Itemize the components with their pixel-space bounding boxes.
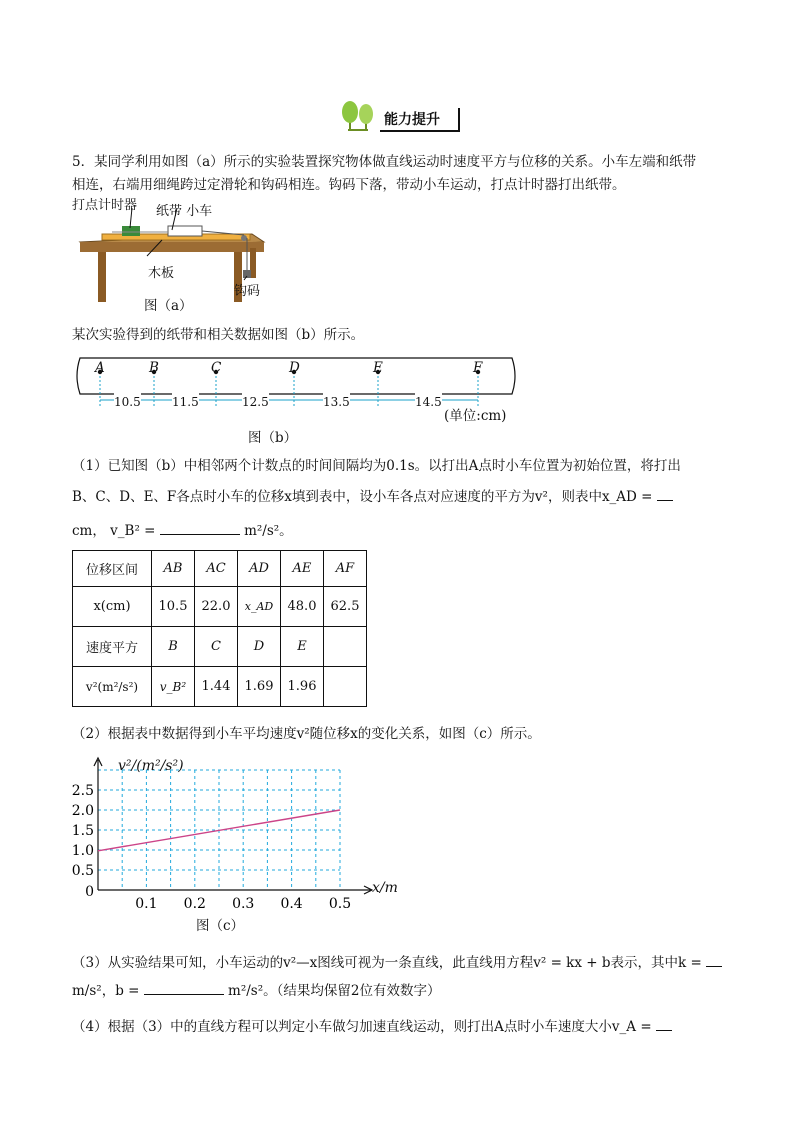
point-a: A bbox=[95, 360, 105, 376]
point-b: B bbox=[149, 360, 159, 376]
table-cell: B bbox=[152, 627, 195, 667]
answer-blank-vb2[interactable] bbox=[160, 520, 240, 535]
table-row bbox=[73, 587, 367, 627]
y-tick-label: 0 bbox=[85, 884, 94, 900]
y-tick-label: 1.5 bbox=[72, 823, 94, 839]
answer-blank-va[interactable] bbox=[656, 1016, 672, 1031]
table-cell: x(cm) bbox=[73, 587, 152, 627]
table-cell: AB bbox=[152, 551, 195, 587]
label-weight: 钩码 bbox=[234, 284, 261, 299]
table-cell bbox=[324, 627, 367, 667]
figure-c-caption: 图（c） bbox=[196, 918, 245, 934]
gap-ef: 14.5 bbox=[415, 392, 442, 412]
table-cell: 1.96 bbox=[281, 667, 324, 707]
x-tick-label: 0.2 bbox=[183, 896, 206, 912]
x-tick-label: 0.3 bbox=[232, 896, 255, 912]
x-tick-label: 0.5 bbox=[328, 896, 352, 912]
label-timer: 打点计时器 bbox=[72, 198, 138, 213]
point-c: C bbox=[211, 360, 222, 376]
part3-line2-a: m/s²，b = bbox=[72, 983, 140, 999]
table-cell: 48.0 bbox=[281, 587, 324, 627]
table-cell: AE bbox=[281, 551, 324, 587]
question-stem-line1: 5．某同学利用如图（a）所示的实验装置探究物体做直线运动时速度平方与位移的关系。小车左端和纸带 bbox=[72, 154, 697, 170]
y-tick-label: 1.0 bbox=[72, 843, 94, 859]
table-row bbox=[73, 667, 367, 707]
part4-text: （4）根据（3）中的直线方程可以判定小车做匀加速直线运动，则打出A点时小车速度大小v_A = bbox=[72, 1019, 652, 1035]
banner-title: 能力提升 bbox=[384, 112, 440, 128]
table-cell: v²(m²/s²) bbox=[73, 667, 152, 707]
banner-bar bbox=[458, 108, 460, 132]
table-row bbox=[73, 627, 367, 667]
figure-c bbox=[72, 752, 412, 942]
part4-line bbox=[72, 1016, 672, 1037]
gap-de: 13.5 bbox=[323, 392, 350, 412]
y-tick-label: 2.0 bbox=[72, 803, 94, 819]
table-cell: 62.5 bbox=[324, 587, 367, 627]
question-stem-line2: 相连，右端用细绳跨过定滑轮和钩码相连。钩码下落，带动小车运动，打点计时器打出纸带。 bbox=[72, 177, 626, 193]
gap-bc: 11.5 bbox=[172, 392, 199, 412]
part1-line3-c: m²/s²。 bbox=[244, 523, 293, 539]
x-tick-label: 0.4 bbox=[280, 896, 303, 912]
table-cell: 10.5 bbox=[152, 587, 195, 627]
gap-ab: 10.5 bbox=[114, 392, 141, 412]
table-cell: 1.44 bbox=[195, 667, 238, 707]
point-f: F bbox=[473, 360, 483, 376]
table-cell: 1.69 bbox=[238, 667, 281, 707]
table-cell: C bbox=[195, 627, 238, 667]
tape-unit: (单位:cm) bbox=[444, 408, 507, 424]
part3-line1-text: （3）从实验结果可知，小车运动的v²—x图线可视为一条直线，此直线用方程v² = kx + b表示，其中k = bbox=[72, 955, 702, 971]
y-tick-label: 2.5 bbox=[72, 783, 94, 799]
table-row bbox=[73, 551, 367, 587]
part3-line2-b: m²/s²。（结果均保留2位有效数字） bbox=[228, 983, 441, 999]
table-cell[interactable]: x_AD bbox=[238, 587, 281, 627]
point-d: D bbox=[289, 360, 300, 376]
label-board: 木板 bbox=[148, 266, 175, 281]
figure-a bbox=[72, 198, 272, 316]
figure-b-caption: 图（b） bbox=[248, 430, 298, 446]
table-cell: AF bbox=[324, 551, 367, 587]
part1-line2-text: B、C、D、E、F各点时小车的位移x填到表中，设小车各点对应速度的平方为v²，则表中x_AD = bbox=[72, 489, 653, 505]
x-axis-label: x/m bbox=[372, 880, 398, 896]
plant-icon bbox=[338, 100, 382, 134]
part1-line1: （1）已知图（b）中相邻两个计数点的时间间隔均为0.1s。以打出A点时小车位置为初始位置，将打出 bbox=[72, 458, 681, 474]
table-cell: 22.0 bbox=[195, 587, 238, 627]
table-cell: 速度平方 bbox=[73, 627, 152, 667]
part1-line2 bbox=[72, 486, 673, 507]
table-cell: AC bbox=[195, 551, 238, 587]
figure-a-caption: 图（a） bbox=[144, 298, 193, 314]
answer-blank-xad[interactable] bbox=[657, 486, 673, 501]
part1-line3-a: cm， bbox=[72, 523, 106, 539]
v2-x-chart bbox=[72, 752, 412, 942]
answer-blank-b[interactable] bbox=[144, 980, 224, 995]
table-cell: AD bbox=[238, 551, 281, 587]
y-axis-label: v²/(m²/s²) bbox=[118, 758, 184, 774]
part3-line1 bbox=[72, 952, 722, 973]
part3-line2 bbox=[72, 980, 440, 1001]
table-cell: D bbox=[238, 627, 281, 667]
figure-b-intro: 某次实验得到的纸带和相关数据如图（b）所示。 bbox=[72, 327, 365, 343]
part1-line3-b: v_B² = bbox=[110, 523, 156, 539]
table-cell: 位移区间 bbox=[73, 551, 152, 587]
banner-underline bbox=[380, 130, 460, 132]
answer-blank-k[interactable] bbox=[706, 952, 722, 967]
y-tick-label: 0.5 bbox=[72, 863, 94, 879]
section-banner bbox=[338, 100, 463, 134]
table-cell[interactable]: v_B² bbox=[152, 667, 195, 707]
part1-line3 bbox=[72, 520, 293, 541]
gap-cd: 12.5 bbox=[242, 392, 269, 412]
x-tick-label: 0.1 bbox=[135, 896, 158, 912]
data-table bbox=[72, 550, 367, 707]
point-e: E bbox=[373, 360, 383, 376]
label-tape-cart: 纸带 小车 bbox=[156, 204, 213, 219]
table-cell bbox=[324, 667, 367, 707]
table-cell: E bbox=[281, 627, 324, 667]
part2-text: （2）根据表中数据得到小车平均速度v²随位移x的变化关系，如图（c）所示。 bbox=[72, 726, 541, 742]
figure-b bbox=[72, 352, 522, 452]
